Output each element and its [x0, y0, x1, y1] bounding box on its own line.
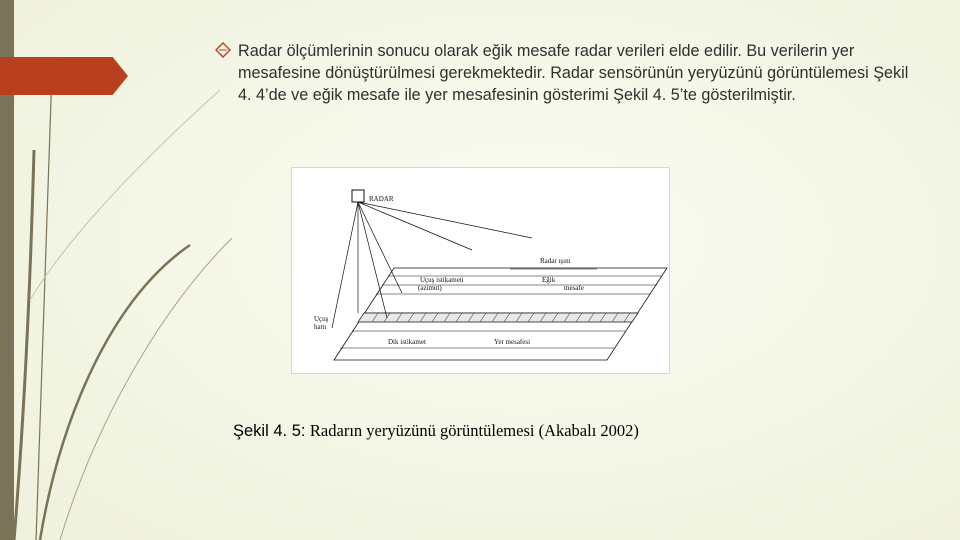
label-radar-beam: Radar ışını — [540, 257, 571, 265]
label-cross-direction: Dik istikamet — [388, 338, 426, 346]
radar-beam-lines — [332, 202, 532, 328]
radar-figure — [291, 167, 670, 374]
label-azimuth: (azimut) — [418, 284, 442, 292]
radar-diagram — [292, 168, 669, 373]
hatched-swath — [358, 313, 638, 322]
bullet-text: Radar ölçümlerinin sonucu olarak eğik mesafe radar verileri elde edilir. Bu verilerin yer mesafesine dönüştürülmesi gerekmektedir. Radar sensörünün yeryüzünü görüntülemesi Şekil 4. 4’de ve eğik mesafe ile yer mesafesinin gösterimi Şekil 4. 5’te gösterilmiştir. — [238, 42, 909, 104]
label-flight-line-1: Uçuş — [314, 315, 329, 323]
label-flight-direction: Uçuş istikameti — [420, 276, 464, 284]
label-slant-range: mesafe — [564, 284, 584, 292]
bullet-item — [215, 40, 915, 106]
label-radar: RADAR — [369, 195, 394, 203]
label-ground-range: Yer mesafesi — [494, 338, 531, 346]
figure-caption — [233, 421, 639, 441]
label-slant: Eğik — [542, 276, 556, 284]
title-accent-tab — [0, 57, 128, 95]
diamond-outline-icon — [215, 42, 231, 58]
label-flight-line-2: hattı — [314, 323, 327, 331]
radar-box — [352, 190, 364, 202]
caption-text: Radarın yeryüzünü görüntülemesi (Akabalı 2002) — [309, 421, 639, 440]
caption-number: Şekil 4. 5: — [233, 422, 306, 440]
